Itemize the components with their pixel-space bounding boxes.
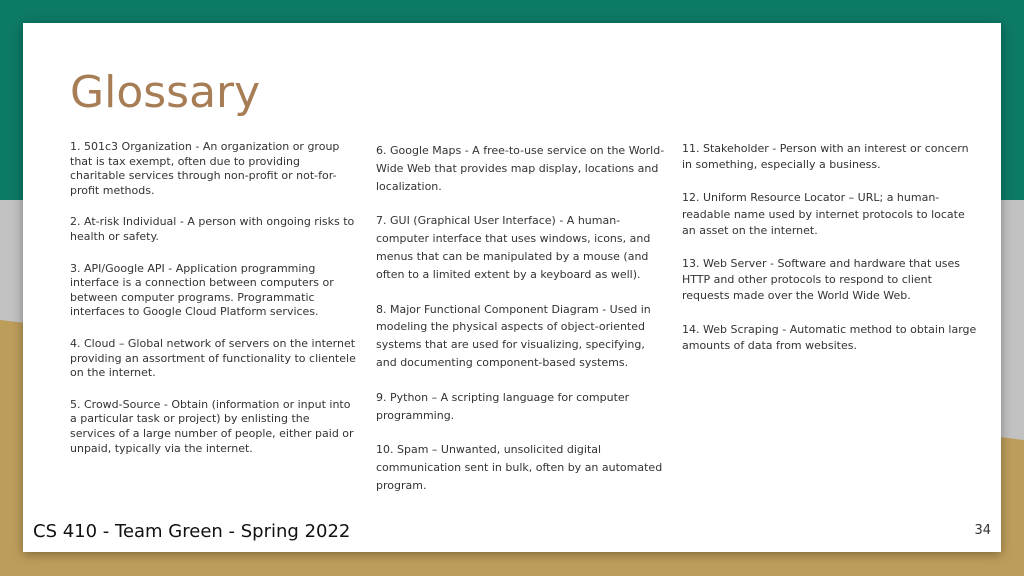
slide-canvas — [23, 23, 1001, 552]
glossary-entry: 8. Major Functional Component Diagram - Used in modeling the physical aspects of object-oriented systems that are used for visualizing, specifying, and documenting component-based systems. — [376, 302, 651, 369]
glossary-entry: 9. Python – A scripting language for computer programming. — [376, 390, 630, 422]
slide-title: Glossary — [70, 67, 261, 118]
glossary-entry: 1. 501c3 Organization - An organization or group that is tax exempt, often due to providing charitable services through non-profit or not-for-profit methods. — [70, 140, 340, 197]
glossary-entry: 10. Spam – Unwanted, unsolicited digital communication sent in bulk, often by an automated program. — [376, 443, 663, 492]
slide-footer: CS 410 - Team Green - Spring 2022 — [33, 521, 351, 542]
glossary-entry: 5. Crowd-Source - Obtain (information or input into a particular task or project) by enlisting the services of a large number of people, either paid or unpaid, typically via the internet. — [70, 397, 354, 455]
glossary-column-2 — [376, 142, 666, 512]
glossary-entry: 2. At-risk Individual - A person with ongoing risks to health or safety. — [70, 215, 355, 243]
glossary-entry: 3. API/Google API - Application programming interface is a connection between computers or between computer programs. Programmatic interfaces to Google Cloud Platform services. — [70, 261, 334, 319]
glossary-entry: 7. GUI (Graphical User Interface) - A human-computer interface that uses windows, icons, and menus that can be manipulated by a mouse (and often to a limited extent by a keyboard as well). — [376, 214, 651, 281]
glossary-column-1 — [70, 140, 358, 473]
glossary-column-3 — [682, 141, 978, 371]
glossary-entry: 12. Uniform Resource Locator – URL; a human-readable name used by internet protocols to locate an asset on the internet. — [682, 191, 965, 237]
glossary-entry: 11. Stakeholder - Person with an interest or concern in something, especially a business. — [682, 142, 969, 172]
glossary-entry: 4. Cloud – Global network of servers on the internet providing an assortment of functionality to clientele on the internet. — [70, 336, 356, 380]
page-number: 34 — [974, 523, 991, 538]
glossary-entry: 6. Google Maps - A free-to-use service on the World-Wide Web that provides map display, locations and localization. — [376, 144, 665, 193]
glossary-entry: 14. Web Scraping - Automatic method to obtain large amounts of data from websites. — [682, 322, 977, 352]
glossary-entry: 13. Web Server - Software and hardware that uses HTTP and other protocols to respond to client requests made over the World Wide Web. — [682, 257, 961, 303]
